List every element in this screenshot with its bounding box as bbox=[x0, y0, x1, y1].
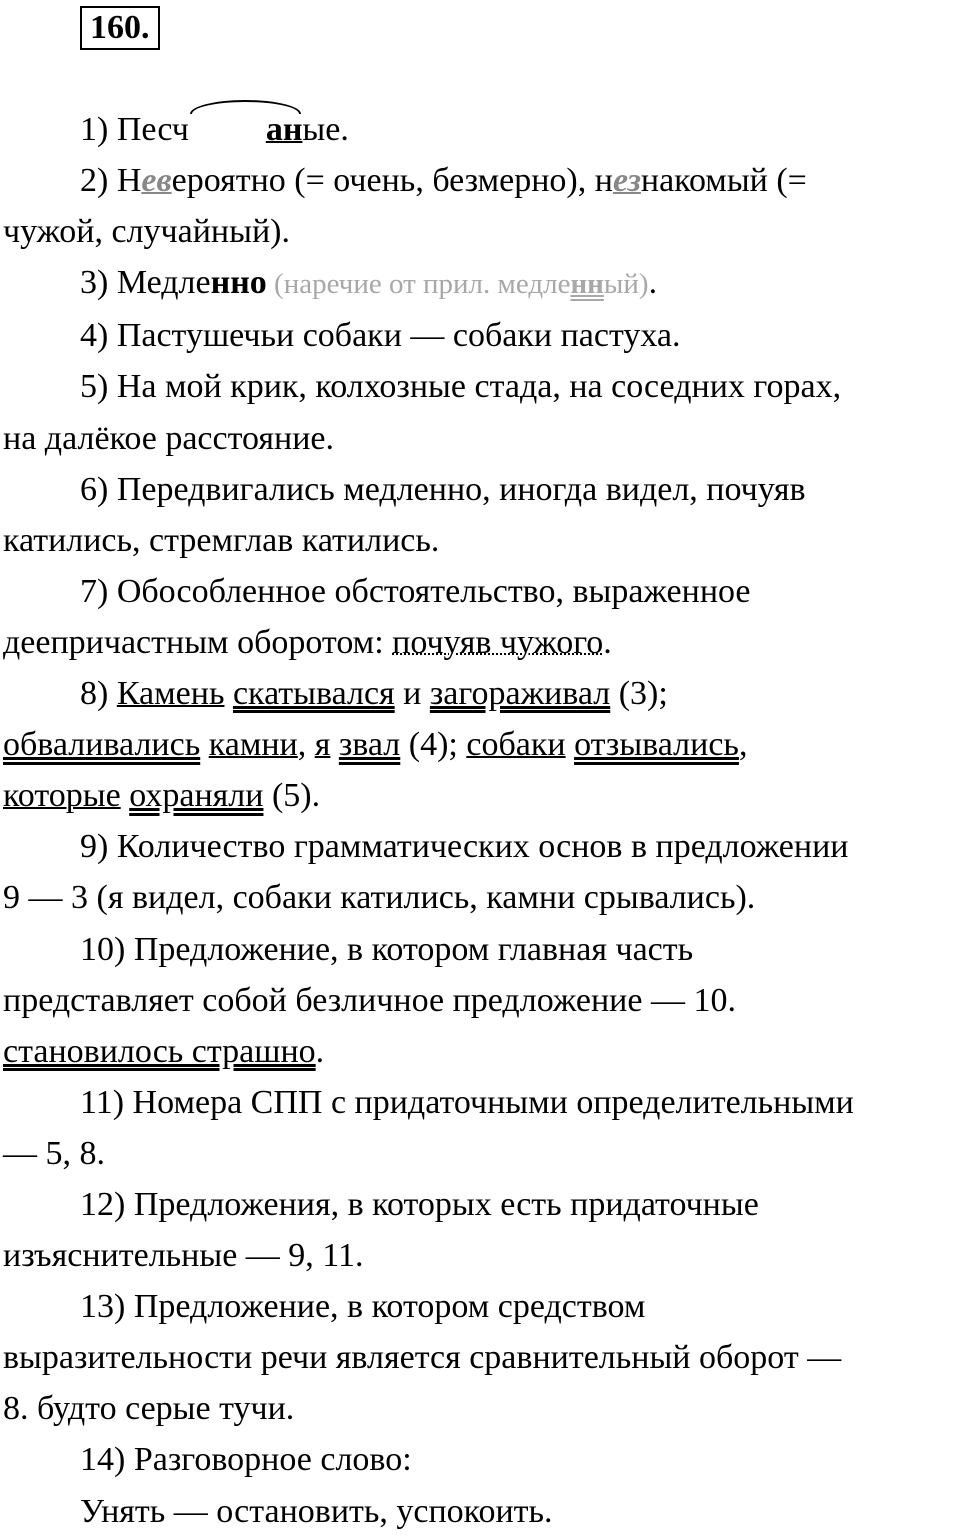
predicate-obvalivalis: обваливались bbox=[3, 726, 201, 764]
predicate-zval: звал bbox=[338, 726, 401, 764]
item-14-cont: Унять — остановить, успокоить. bbox=[80, 1492, 553, 1530]
predicate-zagorazhival: загораживал bbox=[429, 675, 611, 713]
item-9-cont: 9 — 3 (я видел, собаки катились, камни срывались). bbox=[3, 879, 756, 917]
item-7: 7) Обособленное обстоятельство, выраженное bbox=[80, 572, 751, 610]
item-12-cont: изъяснительные — 9, 11. bbox=[3, 1237, 364, 1275]
subject-kamen: Камень bbox=[116, 675, 225, 713]
item-14: 14) Разговорное слово: bbox=[80, 1441, 412, 1479]
item-10-cont: представляет собой безличное предложение — 10. bbox=[3, 981, 736, 1019]
subject-sobaki: собаки bbox=[466, 726, 566, 764]
subject-ya: я bbox=[314, 726, 331, 764]
item-6: 6) Передвигались медленно, иногда видел, почуяв bbox=[80, 470, 806, 508]
subject-kamni: камни bbox=[208, 726, 298, 764]
item-2-cont: чужой, случайный). bbox=[3, 213, 290, 251]
item-13: 13) Предложение, в котором средством bbox=[80, 1288, 646, 1326]
item-11: 11) Номера СПП с придаточными определительными bbox=[80, 1083, 854, 1121]
item-5: 5) На мой крик, колхозные стада, на соседних горах, bbox=[80, 368, 842, 406]
item-12: 12) Предложения, в которых есть придаточные bbox=[80, 1185, 759, 1223]
prefix-ez: ез bbox=[612, 162, 641, 200]
item-13-cont: выразительности речи является сравнительный оборот — bbox=[3, 1339, 842, 1377]
item-5-cont: на далёкое расстояние. bbox=[3, 419, 334, 457]
predicate-okhranyali: охраняли bbox=[129, 777, 264, 815]
subject-kotorye: которые bbox=[3, 777, 121, 815]
item-2: 2) Невероятно (= очень, безмерно), незнакомый (= bbox=[80, 162, 807, 200]
item-9: 9) Количество грамматических основ в предложении bbox=[80, 828, 849, 866]
adverbial-phrase: почуяв чужого bbox=[392, 623, 604, 661]
grey-note: (наречие от прил. медленный) bbox=[266, 268, 649, 301]
item-11-cont: — 5, 8. bbox=[3, 1134, 105, 1172]
item-8-cont: обваливались камни, я звал (4); собаки отзывались, bbox=[3, 726, 748, 764]
impersonal-predicate: становилось страшно bbox=[3, 1032, 316, 1070]
item-6-cont: катились, стремглав катились. bbox=[3, 521, 440, 559]
item-8-cont2: которые охраняли (5). bbox=[3, 777, 321, 815]
item-10-cont2: становилось страшно. bbox=[3, 1032, 325, 1070]
item-8: 8) Камень скатывался и загораживал (3); bbox=[80, 675, 668, 713]
predicate-otzyvalis: отзывались bbox=[574, 726, 739, 764]
item-10: 10) Предложение, в котором главная часть bbox=[80, 930, 694, 968]
predicate-skatyvalsya: скатывался bbox=[232, 675, 395, 713]
item-3: 3) Медленно (наречие от прил. медленный). bbox=[80, 264, 658, 302]
task-number: 160. bbox=[80, 6, 160, 50]
item-4: 4) Пастушечьи собаки — собаки пастуха. bbox=[80, 317, 681, 355]
answer-text bbox=[3, 104, 960, 1537]
suffix-morpheme: ан bbox=[189, 104, 303, 155]
item-13-cont2: 8. будто серые тучи. bbox=[3, 1390, 295, 1428]
prefix-ev: ев bbox=[141, 162, 172, 200]
double-n: нн bbox=[210, 264, 250, 302]
item-7-cont: деепричастным оборотом: почуяв чужого. bbox=[3, 623, 612, 661]
item-1: 1) Песч аные. bbox=[3, 104, 960, 155]
